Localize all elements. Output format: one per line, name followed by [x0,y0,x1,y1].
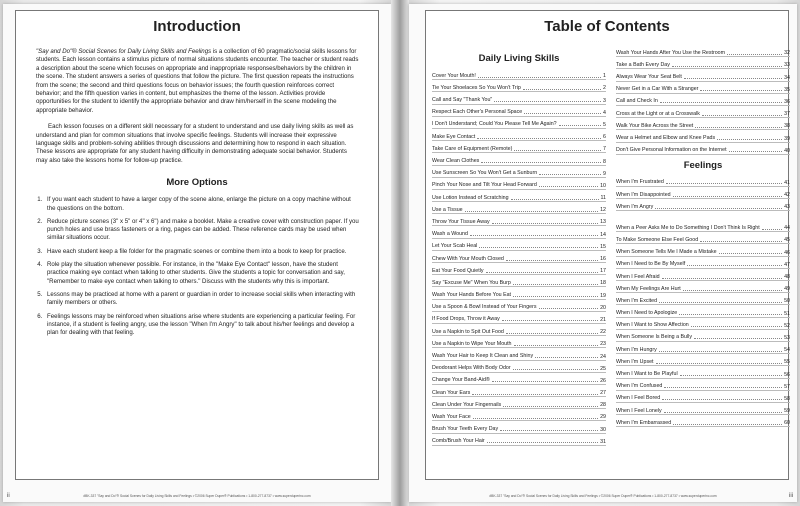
toc-leader-dots [691,326,782,327]
toc-entry [616,130,790,142]
toc-entry-page: 16 [600,256,606,262]
toc-entry-title: Use a Tissue [432,206,463,213]
toc-entry [616,269,790,281]
more-options-title: More Options [166,177,228,189]
toc-entry-title: When Someone Tells Me I Made a Mistake [616,249,717,256]
toc-entry-page: 37 [784,111,790,118]
toc-entry-title: Use a Spoon & Bowl Instead of Your Fingers [432,304,537,311]
toc-entry [616,391,790,403]
introduction-box [15,10,379,480]
toc-entry-title: I Don't Understand; Could You Please Tell Me Again? [432,121,557,128]
toc-entry-title: When I'm Confused [616,383,663,390]
toc-entry-page: 47 [784,261,790,268]
toc-entry-title: Clean Your Ears [432,389,471,396]
toc-leader-dots [539,186,598,187]
toc-entry [616,143,790,155]
toc-leader-dots [684,78,782,79]
toc-leader-dots [523,89,601,90]
toc-leader-dots [719,253,783,254]
toc-entry [616,281,790,293]
toc-entry-title: If Food Drops, Throw it Away [432,316,500,323]
toc-entry [432,190,606,202]
toc-entry-title: Cross at the Light or at a Crosswalk [616,110,700,117]
daily-living-list-continued [616,45,790,155]
toc-leader-dots [694,338,782,339]
toc-entry-title: Don't Give Personal Information on the Internet [616,147,727,154]
toc-entry [432,80,606,92]
toc-entry-title: When a Peer Asks Me to Do Something I Don't Think Is Right [616,224,760,231]
toc-entry-page: 57 [784,383,790,390]
toc-entry-title: Brush Your Teeth Every Day [432,426,499,433]
toc-entry-page: 32 [784,50,790,57]
toc-entry-title: Wash Your Hair to Keep It Clean and Shiny [432,353,534,359]
toc-entry [616,257,790,269]
toc-entry-title: Take a Bath Every Day [616,61,670,68]
toc-entry [432,287,606,299]
toc-entry-title: When I'm Disappointed [616,191,671,198]
toc-entry [432,117,606,129]
toc-entry-page: 50 [784,298,790,305]
right-page [409,4,797,502]
toc-entry-page: 24 [600,353,606,360]
toc-leader-dots [487,442,598,443]
toc-entry-page: 21 [600,316,606,323]
toc-leader-dots [514,345,599,346]
toc-leader-dots [729,151,783,152]
toc-entry-page: 53 [784,334,790,341]
toc-entry-page: 49 [784,286,790,293]
toc-leader-dots [727,54,782,55]
toc-leader-dots [687,265,782,266]
toc-entry-page: 5 [603,121,606,128]
toc-entry [616,45,790,57]
toc-entry [432,361,606,373]
toc-entry-page: 35 [784,86,790,93]
toc-entry-title: Chew With Your Mouth Closed [432,255,504,262]
toc-leader-dots [673,196,782,197]
toc-leader-dots [502,320,598,321]
toc-leader-dots [683,290,782,291]
toc-entry [432,129,606,141]
toc-leader-dots [702,115,782,116]
toc-entry-title: Walk Your Bike Across the Street [616,122,694,129]
feelings-list [616,175,790,428]
toc-entry-page: 26 [600,377,606,384]
toc-leader-dots [695,127,782,128]
toc-columns [426,45,788,475]
toc-entry-title: Wear Clean Clothes [432,158,480,164]
toc-entry-page: 28 [600,402,606,409]
toc-leader-dots [539,308,599,309]
toc-leader-dots [486,272,599,273]
toc-entry-page: 23 [600,341,606,348]
toc-leader-dots [673,424,782,425]
toc-entry-page: 46 [784,249,790,256]
daily-living-list [432,68,606,446]
toc-entry-title: Use Lotion Instead of Scratching [432,194,509,201]
feelings-heading: Feelings [683,159,723,171]
toc-column-left [432,45,606,446]
toc-entry [616,244,790,256]
toc-entry-page: 59 [784,408,790,415]
toc-entry [616,415,790,427]
toc-entry [432,336,606,348]
toc-leader-dots [659,302,782,303]
intro-paragraph-1-text: is a collection of 60 pragmatic/social skills lessons for students. Each lesson contains a stimulus picture of normal situations students encounter. The teacher or student reads a description about the scene which focuses on appropriate and inappropriate responses/behaviors by the children in the scene. The student answers a series of questions that follow the picture. The first question repeats the instructions from the scene; the second and third questions focus on behavior issues; the fourth question reinforces correct behavior; and the fifth question varies in content, but emphasizes the theme of the lesson. Activities provide opportunities for the student to identify the appropriate behavior and draw him/herself in the scene modeling the appropriate behavior. [36,48,359,114]
toc-entry-page: 2 [603,85,606,92]
option-item: 2. Reduce picture scenes (3" x 5" or 4" x 6") and make a booklet. Make a creative cover with construction paper. If you punch holes and use brass fasteners or a ring, pages can be added. These reference cards may be used when similar situations occur. [44,218,360,243]
toc-entry-title: Wear a Helmet and Elbow and Knee Pads [616,135,716,141]
toc-entry-title: Change Your Band-Aid® [432,377,490,384]
toc-entry-page: 31 [600,438,606,445]
toc-entry-title: Never Get in a Car With a Stranger [616,86,699,93]
toc-leader-dots [473,418,598,419]
toc-entry [432,166,606,178]
intro-paragraph-1 [36,48,360,115]
toc-leader-dots [662,278,783,279]
toc-entry [432,153,606,165]
option-item: 4. Role play the situation whenever possible. For instance, in the "Make Eye Contact" lesson, have the student practice making eye contact when talking to other students. Give the students a topic for conversation and say, "Remember to make eye contact when talking to others." Discuss with the students why this is important. [44,261,360,286]
toc-leader-dots [762,229,782,230]
toc-leader-dots [513,369,598,370]
toc-entry-title: Throw Your Tissue Away [432,218,490,225]
toc-entry-title: When I'm Frustrated [616,179,664,186]
toc-leader-dots [513,284,598,285]
toc-leader-dots [659,351,782,352]
toc-entry-title: Make Eye Contact [432,133,476,140]
toc-entry-page: 11 [600,195,606,202]
toc-entry-title: When I Want to Show Affection [616,322,689,329]
toc-entry [616,82,790,94]
toc-entry-page: 48 [784,274,790,280]
toc-entry-page: 18 [600,280,606,287]
toc-leader-dots [506,333,598,334]
toc-entry-title: Wash a Wound [432,231,468,238]
toc-leader-dots [656,363,783,364]
toc-entry-title: When My Feelings Are Hurt [616,285,681,292]
toc-entry [432,275,606,287]
toc-entry-title: Wash Your Face [432,413,471,420]
toc-leader-dots [672,66,782,67]
toc-entry-title: Use a Napkin to Spit Out Food [432,328,504,335]
left-page [3,4,391,502]
toc-entry [616,175,790,187]
toc-entry [616,187,790,199]
toc-entry [432,68,606,80]
toc-entry-title: When I'm Angry [616,203,654,210]
toc-leader-dots [679,314,782,315]
option-item: 6. Feelings lessons may be reinforced when situations arise where students are experiencing a particular feeling. For instance, if a student is feeling angry, use the lesson "When I'm Angry" to talk about his/her feelings and develop a plan for dealing with that feeling. [44,313,360,338]
toc-entry [616,293,790,305]
toc-entry-page: 39 [784,135,790,142]
toc-entry [432,202,606,214]
toc-leader-dots [470,235,598,236]
toc-entry-page: 13 [600,219,606,226]
book-title-italic: "Say and Do"® Social Scenes for Daily Living Skills and Feelings [36,48,212,55]
toc-entry-page: 36 [784,98,790,105]
toc-entry [616,94,790,106]
toc-entry-page: 55 [784,359,790,366]
toc-entry-page: 1 [603,73,606,80]
toc-leader-dots [477,138,601,139]
toc-entry-title: Call and Say "Thank You" [432,97,493,104]
toc-title: Table of Contents [544,18,670,35]
toc-box [425,10,789,480]
toc-entry-page: 56 [784,371,790,378]
toc-entry [432,214,606,226]
toc-entry-title: Use Sunscreen So You Won't Get a Sunburn [432,170,538,177]
toc-entry-page: 6 [603,134,606,141]
toc-entry [616,232,790,244]
toc-entry-title: Eat Your Food Quietly [432,267,484,274]
toc-leader-dots [481,162,601,163]
toc-leader-dots [492,223,598,224]
toc-entry-page: 25 [600,365,606,372]
toc-entry [432,178,606,190]
toc-entry-page: 33 [784,62,790,69]
toc-entry-title: Call and Check In [616,98,658,105]
toc-entry-title: Take Care of Equipment (Remote) [432,145,513,152]
toc-entry [616,318,790,330]
toc-entry-page: 45 [784,237,790,244]
toc-entry-page: 44 [784,225,790,232]
toc-leader-dots [503,406,598,407]
toc-entry [432,239,606,251]
toc-entry [432,312,606,324]
toc-entry-page: 38 [784,123,790,130]
toc-entry-page: 19 [600,292,606,299]
right-footer: #BK-337 "Say and Do"® Social Scenes for Daily Living Skills and Feelings • ©2006 Super Duper® Publications • 1-800-277-8737 • www.superduperinc.com [489,494,717,498]
toc-entry-page: 60 [784,420,790,427]
toc-entry-page: 14 [600,231,606,238]
toc-entry [616,342,790,354]
left-page-number: ii [7,493,10,499]
toc-entry-title: When I Want to Be Playful [616,371,678,377]
toc-leader-dots [472,394,598,395]
toc-leader-dots [660,102,782,103]
toc-entry-page: 29 [600,414,606,421]
toc-leader-dots [664,387,782,388]
toc-entry [616,366,790,378]
toc-entry-title: When I Need to Be By Myself [616,261,686,268]
toc-entry-page: 34 [784,74,790,81]
toc-entry-page: 8 [603,158,606,165]
toc-column-right [616,45,790,427]
toc-entry-title: When Someone Is Being a Bully [616,334,692,341]
toc-entry [616,118,790,130]
toc-entry-title: Say "Excuse Me" When You Burp [432,279,511,286]
toc-entry-title: Cover Your Mouth! [432,72,476,79]
toc-entry-title: Comb/Brush Your Hair [432,438,485,445]
toc-entry [432,409,606,421]
toc-entry-page: 15 [600,243,606,250]
toc-entry-title: Tie Your Shoelaces So You Won't Trip [432,84,521,91]
toc-entry-page: 54 [784,347,790,354]
toc-leader-dots [535,357,598,358]
toc-entry-page: 52 [784,322,790,329]
toc-entry [616,69,790,81]
toc-entry-page: 51 [784,310,790,317]
toc-entry [616,305,790,317]
toc-leader-dots [513,296,598,297]
toc-entry-page: 17 [600,268,606,275]
toc-entry [432,434,606,446]
toc-entry [432,421,606,433]
intro-paragraph-2: Each lesson focuses on a different skill necessary for a student to understand and use daily living skills as well as understand and plan for common situations that involve specific feelings. Students will increase their expressive language skills and problem-solving abilities through discussions and determining how to respond in each situation. These lessons are appropriate for any student having difficulty in demonstrating adequate social behavior. Students may also take the lessons home for follow-up practice. [36,123,354,164]
toc-entry-title: Respect Each Other's Personal Space [432,109,523,116]
toc-entry [432,141,606,153]
toc-entry-page: 4 [603,109,606,116]
toc-entry-title: When I Need to Apologize [616,310,678,317]
toc-entry-title: When I Feel Afraid [616,273,660,280]
toc-leader-dots [465,211,598,212]
toc-entry-page: 27 [600,390,606,397]
toc-leader-dots [680,375,782,376]
toc-entry-title: Deodorant Helps With Body Odor [432,365,511,372]
toc-leader-dots [479,247,598,248]
toc-leader-dots [717,139,782,140]
options-list [16,196,378,337]
right-page-number: iii [789,493,793,499]
toc-entry [432,385,606,397]
toc-leader-dots [539,174,601,175]
toc-leader-dots [700,90,782,91]
toc-entry-title: When I'm Upset [616,358,654,365]
toc-entry [616,379,790,391]
toc-entry-title: Pinch Your Nose and Tilt Your Head Forward [432,182,537,189]
toc-entry [432,92,606,104]
toc-entry-title: Let Your Scab Heal [432,243,478,250]
toc-leader-dots [700,241,782,242]
toc-entry-title: Always Wear Your Seat Belt [616,74,682,81]
toc-entry-title: Wash Your Hands Before You Eat [432,292,512,299]
toc-leader-dots [655,208,782,209]
toc-entry-page: 7 [603,146,606,153]
toc-entry-page: 3 [603,97,606,104]
toc-entry-page: 43 [784,204,790,211]
toc-entry [432,348,606,360]
toc-entry-page: 30 [600,426,606,433]
toc-entry-page: 42 [784,192,790,199]
toc-leader-dots [500,430,598,431]
toc-leader-dots [559,125,601,126]
toc-leader-dots [511,199,599,200]
toc-entry-title: Wash Your Hands After You Use the Restroom [616,49,726,56]
toc-entry [432,397,606,409]
toc-leader-dots [664,412,782,413]
toc-entry-title: When I Feel Bored [616,395,661,402]
toc-entry-title: Clean Under Your Fingernails [432,401,502,408]
toc-entry-page: 9 [603,170,606,177]
toc-entry-title: To Make Someone Else Feel Good [616,236,699,243]
toc-entry [432,373,606,385]
toc-leader-dots [494,101,601,102]
toc-entry-page: 40 [784,147,790,154]
toc-leader-dots [506,260,598,261]
toc-leader-dots [492,381,598,382]
toc-leader-dots [524,113,601,114]
toc-entry-page: 22 [600,329,606,336]
toc-entry [616,211,790,232]
option-item: 5. Lessons may be practiced at home with a parent or guardian in order to increase social skills when interacting with family members or others. [44,291,360,308]
toc-entry [432,300,606,312]
toc-leader-dots [514,150,601,151]
option-item: 3. Have each student keep a file folder for the pragmatic scenes or combine them into a book to keep for practice. [44,248,360,256]
toc-entry [616,330,790,342]
toc-entry [432,105,606,117]
toc-entry-title: When I'm Excited [616,297,658,304]
toc-entry-page: 58 [784,395,790,402]
toc-entry-title: When I'm Hungry [616,346,657,353]
toc-leader-dots [666,183,782,184]
toc-entry [432,226,606,238]
option-item: 1. If you want each student to have a larger copy of the scene alone, enlarge the picture on a copy machine without the questions on the bottom. [44,196,360,213]
daily-living-heading: Daily Living Skills [478,53,560,64]
toc-entry [616,199,790,211]
toc-leader-dots [662,399,782,400]
toc-entry-page: 20 [600,304,606,311]
toc-leader-dots [478,77,601,78]
toc-entry [616,106,790,118]
toc-entry [432,324,606,336]
toc-entry-title: When I'm Embarrassed [616,419,672,426]
toc-entry [616,57,790,69]
book-gutter [391,0,409,506]
introduction-title: Introduction [153,18,241,35]
left-footer: #BK-337 "Say and Do"® Social Scenes for Daily Living Skills and Feelings • ©2006 Super Duper® Publications • 1-800-277-8737 • www.superduperinc.com [83,494,311,498]
toc-entry [616,403,790,415]
toc-entry [616,354,790,366]
toc-entry-page: 12 [600,207,606,214]
toc-entry-title: When I Feel Lonely [616,407,662,414]
toc-entry-page: 10 [600,182,606,189]
toc-entry-page: 41 [784,179,790,186]
toc-entry [432,251,606,263]
toc-entry-title: Use a Napkin to Wipe Your Mouth [432,340,512,347]
toc-entry [432,263,606,275]
